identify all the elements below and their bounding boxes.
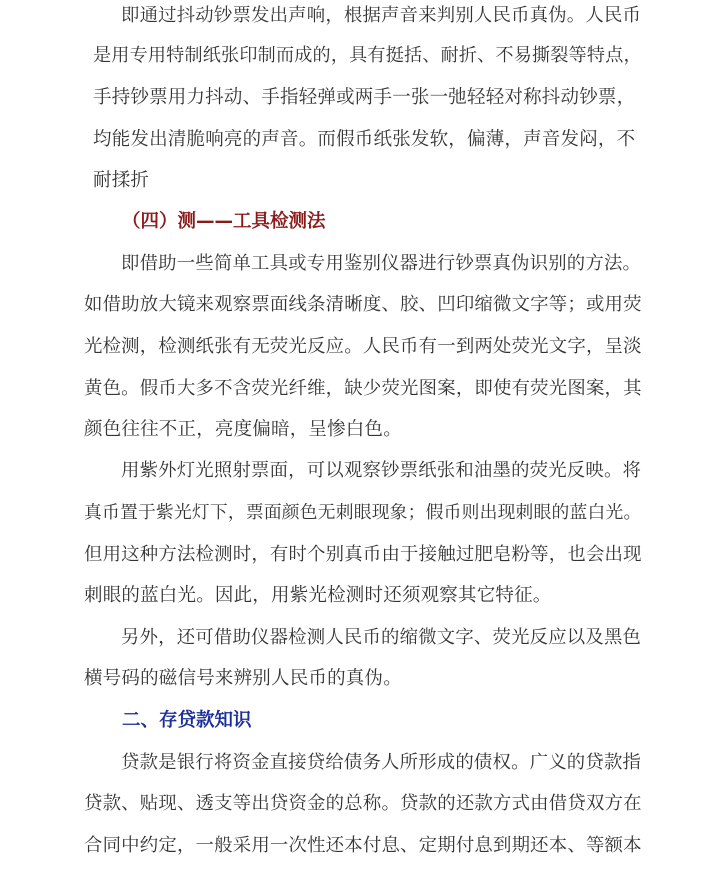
section1-line-5: 耐揉折 (93, 170, 150, 191)
loan-para-line-1: 贷款是银行将资金直接贷给债务人所形成的债权。广义的贷款指 (121, 752, 642, 773)
section1-line-2: 是用专用特制纸张印制而成的，具有挺括、耐折、不易撕裂等特点， (93, 45, 642, 66)
section1-line-4: 均能发出清脆响亮的声音。而假币纸张发软，偏薄，声音发闷，不 (93, 129, 636, 150)
loan-para-line-3: 合同中约定，一般采用一次性还本付息、定期付息到期还本、等额本 (84, 835, 642, 856)
loan-para-line-2: 贷款、贴现、透支等出贷资金的总称。贷款的还款方式由借贷双方在 (84, 793, 642, 814)
tools-para-line-2: 如借助放大镜来观察票面线条清晰度、胶、凹印缩微文字等；或用荧 (84, 294, 642, 315)
uv-para-line-4: 刺眼的蓝白光。因此，用紫光检测时还须观察其它特征。 (84, 585, 552, 606)
section1-line-3: 手持钞票用力抖动、手指轻弹或两手一张一弛轻轻对称抖动钞票， (93, 87, 636, 108)
section-heading-deposit-loan: 二、存贷款知识 (122, 710, 252, 731)
uv-para-line-2: 真币置于紫光灯下，票面颜色无刺眼现象；假币则出现刺眼的蓝白光。 (84, 502, 642, 523)
section1-line-1: 即通过抖动钞票发出声响，根据声音来判别人民币真伪。人民币 (121, 5, 642, 26)
uv-para-line-3: 但用这种方法检测时，有时个别真币由于接触过肥皂粉等，也会出现 (84, 544, 642, 565)
tools-para-line-1: 即借助一些简单工具或专用鉴别仪器进行钞票真伪识别的方法。 (121, 253, 642, 274)
uv-para-line-1: 用紫外灯光照射票面，可以观察钞票纸张和油墨的荧光反映。将 (121, 460, 642, 481)
section-heading-tool-detection: （四）测——工具检测法 (122, 211, 326, 232)
tools-para-line-5: 颜色往往不正，亮度偏暗，呈惨白色。 (84, 419, 402, 440)
other-para-line-2: 横号码的磁信号来辨别人民币的真伪。 (84, 668, 402, 689)
other-para-line-1: 另外，还可借助仪器检测人民币的缩微文字、荧光反应以及黑色 (121, 627, 642, 648)
tools-para-line-3: 光检测，检测纸张有无荧光反应。人民币有一到两处荧光文字，呈淡 (84, 336, 642, 357)
tools-para-line-4: 黄色。假币大多不含荧光纤维，缺少荧光图案，即使有荧光图案，其 (84, 378, 642, 399)
